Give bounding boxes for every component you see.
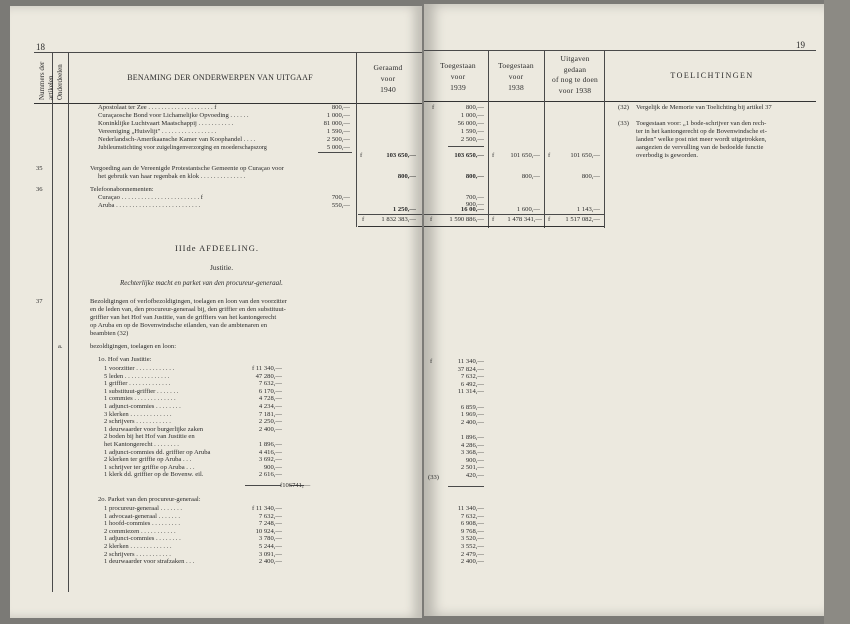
art36-uitgaven: 1 143,— — [576, 206, 600, 213]
currency: f — [548, 216, 551, 223]
art36-curacao: Curaçao . . . . . . . . . . . . . . . . . . . . . . . . f — [98, 194, 203, 201]
note-ref: (33) — [618, 120, 629, 127]
parket-1939-value: 3 552,— — [460, 543, 484, 550]
hof-item-label: 2 klerken ter griffie op Aruba . . . — [104, 456, 192, 464]
header-toelichtingen: TOELICHTINGEN — [670, 71, 754, 80]
col-rule — [68, 52, 69, 592]
art36-aruba: Aruba . . . . . . . . . . . . . . . . . . . . . . . . . . — [98, 202, 201, 209]
art35-1939: 800,— — [465, 173, 484, 180]
sub-title: bezoldigingen, toelagen en loon: — [90, 343, 177, 350]
art36-aruba-amount: 550,— — [331, 202, 350, 209]
sum-rule — [448, 486, 484, 487]
row-amount: 800,— — [331, 104, 350, 111]
parket-item-amount: f 11 340,— — [252, 505, 282, 512]
section-italic: Rechterlijke macht en parket van den procureur-generaal. — [120, 279, 283, 287]
art35-line1: Vergoeding aan de Vereenigde Protestantsche Gemeente op Curaçao voor — [90, 165, 284, 172]
hof-1939-value: 11 340,— — [457, 358, 484, 365]
currency: f — [492, 216, 495, 223]
hof-1939-value: 11 314,— — [457, 388, 484, 396]
parket-item-label: 1 adjunct-commies . . . . . . . . — [104, 535, 181, 543]
parket-item-amount: 3 091,— — [258, 550, 282, 558]
total-uitgaven: 1 517 082,— — [565, 216, 600, 223]
art36-item-1939: 900,— — [465, 201, 484, 208]
ref-33: (33) — [428, 474, 439, 481]
header-onderdelen: Onderdeelen — [56, 64, 64, 100]
art36-item-1939: 700,— — [465, 194, 484, 201]
hof-item-amount: f 11 340,— — [252, 365, 282, 372]
sum-rule — [245, 485, 281, 486]
parket-1939-value: 11 340,— — [457, 505, 484, 512]
total-1938: 1 478 341,— — [507, 216, 542, 223]
art36-title: Telefoonabonnementen: — [90, 186, 154, 193]
parket-item-amount: 7 632,— — [258, 512, 282, 520]
hof-1939-value: 6 859,— — [460, 403, 484, 411]
hof-item-label: het Kantongerecht . . . . . . . . — [104, 441, 179, 448]
hof-1939-value: 1 969,— — [460, 411, 484, 419]
col-rule — [544, 50, 545, 228]
art36-value: 1 250,— — [392, 206, 416, 213]
parket-item-label: 2 commiezen . . . . . . . . . . . — [104, 527, 176, 535]
hof-1939-value: 2 501,— — [460, 464, 484, 472]
hof-1939-value: 900,— — [465, 456, 484, 464]
value-1939: 1 590,— — [460, 128, 484, 135]
value-1939: 1 000,— — [460, 112, 484, 119]
total-rule — [424, 214, 604, 215]
art37-line: beambten (32) — [90, 330, 129, 337]
currency: f — [360, 152, 363, 159]
hof-item-amount: 7 181,— — [258, 410, 282, 418]
art37-line: op Aruba en op de Bovenwindsche eilanden, van de ambtenaren en — [90, 322, 268, 329]
header-uitgaven: Uitgaven gedaan of nog te doen voor 1938 — [552, 54, 598, 95]
row-amount: 1 590,— — [326, 128, 350, 135]
hof-title: 1o. Hof van Justitie: — [98, 356, 152, 363]
art36-1939: 16 00,— — [460, 206, 484, 213]
row-amount: 2 500,— — [326, 136, 350, 143]
value-1939: 2 500,— — [460, 136, 484, 143]
parket-1939-value: 2 400,— — [460, 558, 484, 566]
total-double-rule — [424, 226, 604, 227]
parket-title: 2o. Parket van den procureur-generaal: — [98, 496, 201, 503]
col-rule — [356, 52, 357, 227]
hof-item-label: 2 boden bij het Hof van Justitie en — [104, 433, 195, 441]
header-geraamd: Geraamd voor 1940 — [373, 63, 403, 94]
hof-item-amount: 4 728,— — [258, 395, 282, 403]
hof-item-amount: 3 692,— — [258, 456, 282, 464]
col-rule — [488, 50, 489, 228]
subtotal-uitgaven: 101 650,— — [570, 152, 600, 159]
row-label: Nederlandsch-Amerikaansche Kamer van Koophandel . . . . — [98, 136, 256, 143]
parket-1939-value: 2 479,— — [460, 550, 484, 558]
section-subtitle: Justitie. — [210, 263, 234, 272]
hof-item-amount: 2 250,— — [258, 418, 282, 426]
total-value: 1 832 383,— — [381, 216, 416, 223]
parket-item-amount: 7 248,— — [258, 520, 282, 528]
note-text: Vergelijk de Memorie van Toelichting bij artikel 37 — [636, 104, 772, 111]
row-label: Koninklijke Luchtvaart Maatschappij . . . . . . . . . . . — [98, 120, 234, 127]
row-amount: 1 000,— — [326, 112, 350, 119]
parket-1939-value: 9 768,— — [460, 527, 484, 535]
hof-item-amount: 7 632,— — [258, 380, 282, 388]
parket-1939-value: 3 520,— — [460, 535, 484, 543]
art35-1938: 800,— — [521, 173, 540, 180]
article-number: 35 — [36, 165, 43, 172]
note-ref: (32) — [618, 104, 629, 111]
hof-item-label: 1 schrijver ter griffie op Aruba . . . — [104, 463, 195, 471]
hof-1939-value: 6 492,— — [460, 380, 484, 388]
sub-letter: a. — [58, 343, 63, 350]
header-toegestaan-1938: Toegestaan voor 1938 — [498, 61, 534, 92]
col-rule — [52, 52, 53, 592]
book-edge — [824, 0, 850, 624]
row-label: Curaçaosche Bond voor Lichamelijke Opvoeding . . . . . . — [98, 112, 249, 119]
row-label: Vereeniging „Huisvlijt" . . . . . . . . . . . . . . . . . — [98, 128, 217, 135]
hof-1939-value: 420,— — [465, 472, 484, 479]
total-1939: 1 590 886,— — [449, 216, 484, 223]
subtotal-1938: 101 650,— — [510, 152, 540, 159]
sum-rule — [448, 146, 484, 147]
art35-uitgaven: 800,— — [581, 173, 600, 180]
parket-item-label: 1 hoofd-commies . . . . . . . . . — [104, 520, 181, 528]
hof-item-label: 1 voorzitter . . . . . . . . . . . . — [104, 365, 175, 372]
hof-item-label: 1 substituut-griffier . . . . . . . — [104, 387, 179, 395]
parket-item-label: 2 klerken . . . . . . . . . . . . . — [104, 543, 172, 550]
art37-line: Bezoldigingen of verlofbezoldigingen, toelagen en loon van den voorzitter — [90, 298, 287, 305]
hof-1939-value: 3 368,— — [460, 449, 484, 457]
hof-item-label: 1 adjunct-commies dd. griffier op Aruba — [104, 448, 211, 456]
note-text: landen" welke post niet meer wordt uitgetrokken, — [636, 136, 767, 143]
right-page-number: 19 — [796, 40, 805, 50]
note-text: aangezien de vervulling van de bedoelde functie — [636, 144, 764, 151]
currency: f — [432, 104, 435, 111]
hof-sum: f106741,— — [280, 482, 311, 489]
value-1939: 800,— — [465, 104, 484, 111]
art35-value: 800,— — [397, 173, 416, 180]
parket-item-label: 1 procureur-generaal . . . . . . . — [104, 505, 183, 512]
value-1939: 56 000,— — [457, 120, 484, 127]
subtotal: 103 650,— — [386, 152, 416, 159]
currency: f — [492, 152, 495, 159]
header-bottom-rule — [424, 101, 816, 102]
hof-item-label: 1 griffier . . . . . . . . . . . . . — [104, 380, 171, 388]
hof-item-label: 1 adjunct-commies . . . . . . . . — [104, 403, 181, 410]
hof-item-label: 1 commies . . . . . . . . . . . . . — [104, 395, 176, 403]
header-bottom-rule — [34, 103, 422, 104]
header-benaming: BENAMING DER ONDERWERPEN VAN UITGAAF — [127, 73, 313, 82]
left-page-number: 18 — [36, 42, 45, 52]
parket-item-label: 1 deurwaarder voor strafzaken . . . — [104, 558, 195, 566]
row-label: Apostolaat ter Zee . . . . . . . . . . . . . . . . . . . . f — [98, 104, 217, 111]
hof-item-label: 1 deurwaarder voor burgerlijke zaken — [104, 425, 204, 433]
hof-1939-value: 2 400,— — [460, 418, 484, 426]
art37-line: en de leden van, den procureur-generaal bij, den griffier en den substituut- — [90, 306, 286, 313]
total-double-rule — [358, 226, 422, 227]
row-amount: 81 000,— — [323, 120, 350, 127]
hof-item-amount: 1 896,— — [258, 441, 282, 448]
hof-item-amount: 6 170,— — [258, 387, 282, 395]
hof-item-label: 1 klerk dd. griffier op de Bovenw. eil. — [104, 471, 204, 479]
parket-1939-value: 6 908,— — [460, 520, 484, 528]
article-number: 36 — [36, 186, 43, 193]
hof-item-amount: 2 400,— — [258, 425, 282, 433]
subtotal-1939: 103 650,— — [454, 152, 484, 159]
parket-item-amount: 2 400,— — [258, 558, 282, 566]
article-number: 37 — [36, 298, 43, 305]
sum-rule — [318, 152, 352, 153]
hof-item-label: 5 leden . . . . . . . . . . . . . . — [104, 372, 170, 380]
currency: f — [430, 216, 433, 223]
art35-line2: het gebruik van haar regenbak en klok . . . . . . . . . . . . . . — [98, 173, 246, 180]
note-text: overbodig is geworden. — [636, 152, 699, 159]
row-amount: 5 000,— — [326, 144, 350, 151]
parket-item-amount: 3 780,— — [258, 535, 282, 543]
parket-item-amount: 10 924,— — [255, 527, 282, 535]
parket-1939-value: 7 632,— — [460, 512, 484, 520]
right-page — [424, 4, 824, 616]
hof-item-amount: 47 280,— — [255, 372, 282, 380]
currency: f — [362, 216, 365, 223]
note-text: ter in het kantongerecht op de Bovenwindsche ei- — [636, 128, 767, 135]
hof-item-amount: 900,— — [263, 463, 282, 471]
currency: f — [430, 358, 433, 365]
header-nummers: Nummers der artikelen — [38, 61, 55, 100]
note-text: Toegestaan voor: „1 bode-schrijver van den rech- — [636, 120, 767, 127]
header-top-rule — [34, 52, 422, 53]
header-toegestaan-1939: Toegestaan voor 1939 — [440, 61, 476, 92]
total-rule — [358, 214, 422, 215]
hof-item-amount: 4 234,— — [258, 403, 282, 410]
hof-item-amount: 4 416,— — [258, 448, 282, 456]
art37-line: griffier van het Hof van Justitie, van de griffiers van het kantongerecht — [90, 314, 277, 321]
hof-1939-value: 37 824,— — [457, 365, 484, 373]
hof-item-label: 2 schrijvers . . . . . . . . . . . — [104, 418, 171, 426]
parket-item-label: 1 advocaat-generaal . . . . . . . — [104, 512, 180, 520]
hof-1939-value: 4 286,— — [460, 441, 484, 449]
currency: f — [548, 152, 551, 159]
art36-1938: 1 600,— — [516, 206, 540, 213]
hof-1939-value: 1 896,— — [460, 434, 484, 441]
section-title: IIIde AFDEELING. — [175, 243, 259, 253]
parket-item-amount: 5 244,— — [258, 543, 282, 550]
row-label: Jubileumstichting voor zuigelingenverzorging en moederschapszorg — [98, 144, 267, 151]
parket-item-label: 2 schrijvers . . . . . . . . . . . — [104, 550, 171, 558]
hof-item-amount: 2 616,— — [258, 471, 282, 479]
hof-1939-value: 7 632,— — [460, 373, 484, 381]
art36-curacao-amount: 700,— — [331, 194, 350, 201]
header-top-rule — [424, 50, 816, 51]
hof-item-label: 3 klerken . . . . . . . . . . . . . — [104, 410, 172, 418]
col-rule — [604, 50, 605, 228]
